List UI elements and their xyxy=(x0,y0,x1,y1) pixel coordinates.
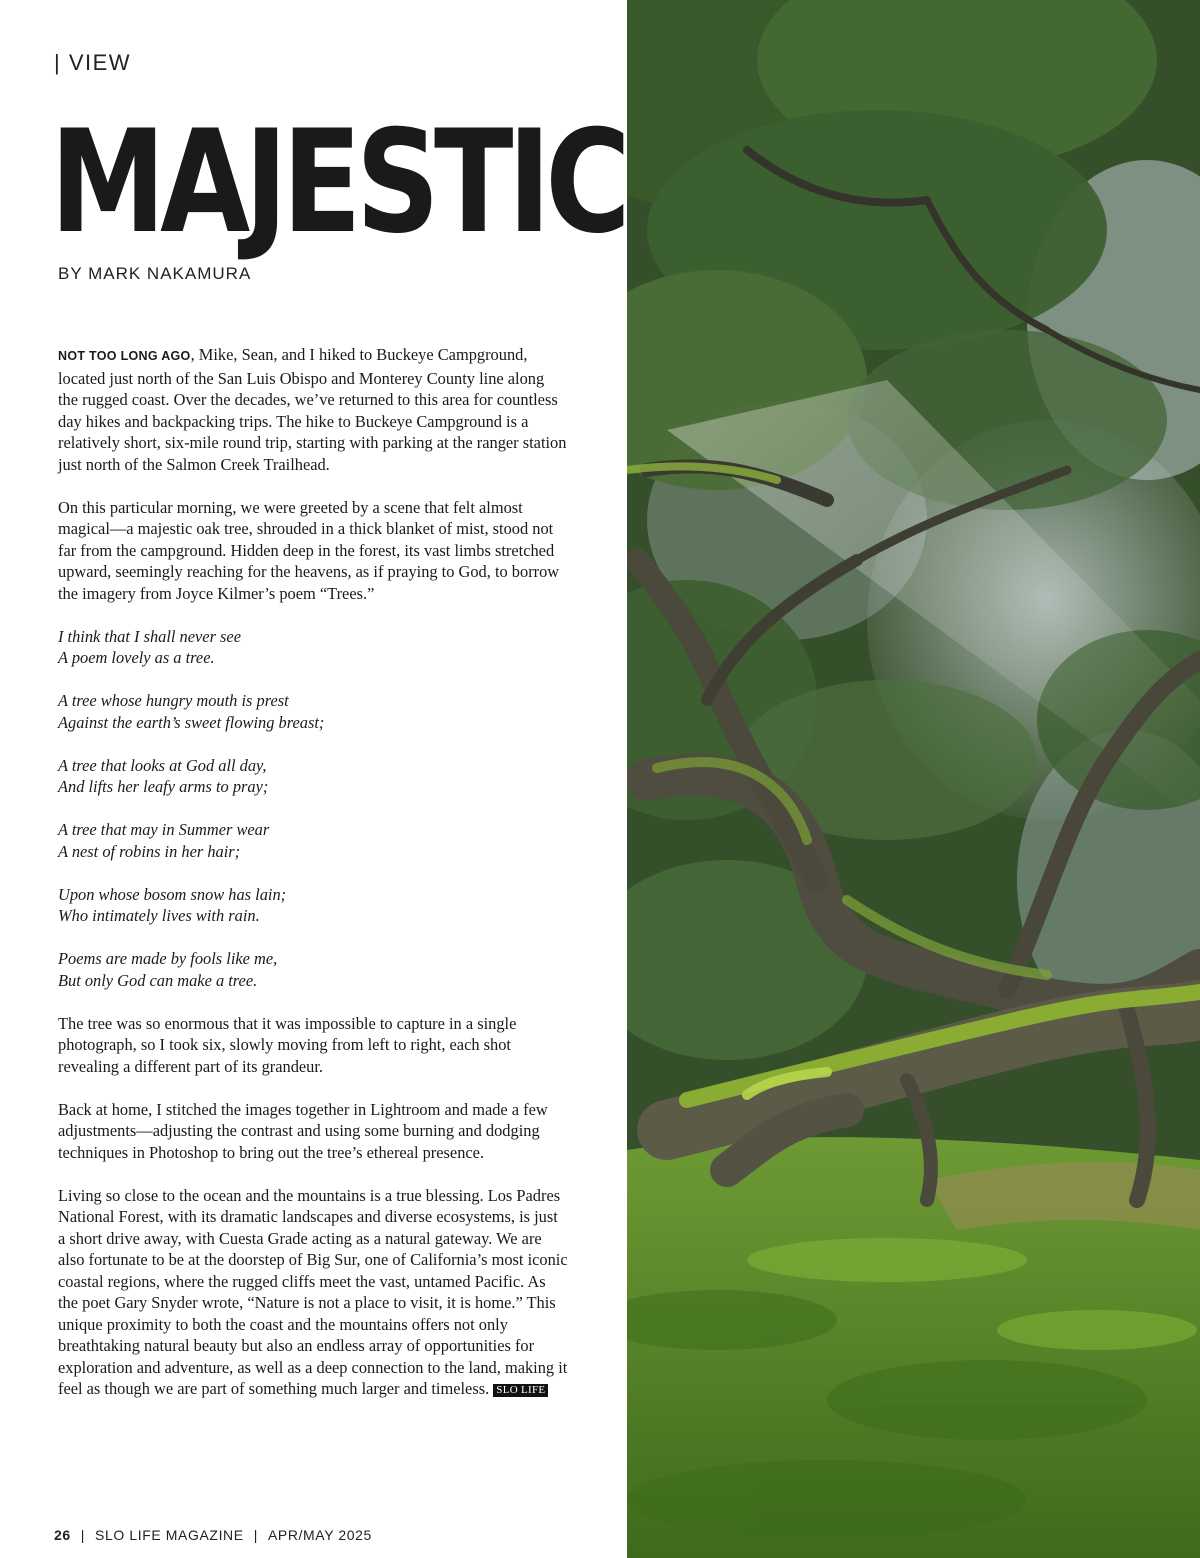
poem-line: Who intimately lives with rain. xyxy=(58,906,260,925)
poem-stanza xyxy=(58,626,568,669)
magazine-name: SLO LIFE MAGAZINE xyxy=(95,1527,244,1543)
poem-line: A nest of robins in her hair; xyxy=(58,841,241,861)
poem-stanza xyxy=(58,884,568,927)
paragraph-4: Back at home, I stitched the images together in Lightroom and made a few adjustments—adjusting the contrast and using some burning and dodging techniques in Photoshop to bring out the tree’s ethereal presence. xyxy=(58,1099,548,1162)
poem-line: I think that I shall never see xyxy=(58,626,241,646)
page-footer xyxy=(54,1527,372,1543)
page-number: 26 xyxy=(54,1527,71,1543)
paragraph-5-text: Living so close to the ocean and the mountains is a true blessing. Los Padres National Forest, with its dramatic landscapes and diverse ecosystems, is just a short drive away, with Cuesta Grade acting as a natural gateway. We are also fortunate to be at the doorstep of Big Sur, one of California’s most iconic coastal regions, where the rugged cliffs meet the vast, untamed Pacific. As the poet Gary Snyder wrote, “Nature is not a place to visit, it is home.” This unique proximity to both the coast and the mountains offers not only breathtaking natural beauty but also an endless array of opportunities for exploration and adventure, as well as a deep connection to the land, making it feel as though we are part of something much larger and timeless. xyxy=(58,1185,568,1398)
paragraph-2: On this particular morning, we were greeted by a scene that felt almost magical—a majestic oak tree, shrouded in a thick blanket of mist, stood not far from the campground. Hidden deep in the forest, its vast limbs stretched upward, seemingly reaching for the heavens, as if praying to God, to borrow the imagery from Joyce Kilmer’s poem “Trees.” xyxy=(58,497,560,603)
poem-line: A tree whose hungry mouth is prest xyxy=(58,691,289,710)
byline: BY MARK NAKAMURA xyxy=(58,264,252,283)
section-tag: | VIEW xyxy=(54,50,132,75)
poem-line: Upon whose bosom snow has lain; xyxy=(58,884,287,904)
poem-line: Against the earth’s sweet flowing breast; xyxy=(58,712,325,732)
poem-line: Poems are made by fools like me, xyxy=(58,949,278,968)
article-body xyxy=(58,344,568,1421)
poem-line: A poem lovely as a tree. xyxy=(58,648,215,667)
end-mark-logo: SLO LIFE xyxy=(493,1384,548,1397)
oak-tree-illustration xyxy=(627,0,1200,1558)
footer-separator: | xyxy=(253,1527,258,1543)
poem-line: But only God can make a tree. xyxy=(58,970,258,990)
poem-line: And lifts her leafy arms to pray; xyxy=(58,777,269,796)
paragraph-1 xyxy=(58,344,568,475)
poem-line: A tree that may in Summer wear xyxy=(58,820,270,839)
oak-tree-photo xyxy=(627,0,1200,1558)
headline: MAJESTIC xyxy=(50,100,625,265)
issue-date: APR/MAY 2025 xyxy=(267,1527,372,1543)
poem-stanza xyxy=(58,948,568,991)
footer-separator: | xyxy=(80,1527,86,1543)
paragraph-1-text: , Mike, Sean, and I hiked to Buckeye Campground, located just north of the San Luis Obispo and Monterey County line along the rugged coast. Over the decades, we’ve returned to this area for countless day hikes and backpacking trips. The hike to Buckeye Campground is a relatively short, six-mile round trip, starting with parking at the ranger station just north of the Salmon Creek Trailhead. xyxy=(58,345,567,474)
poem xyxy=(58,626,568,992)
poem-stanza xyxy=(58,755,568,798)
poem-stanza xyxy=(58,819,568,862)
poem-line: A tree that looks at God all day, xyxy=(58,755,267,775)
paragraph-3: The tree was so enormous that it was impossible to capture in a single photograph, so I took six, slowly moving from left to right, each shot revealing a different part of its grandeur. xyxy=(58,1013,517,1076)
paragraph-5 xyxy=(58,1185,568,1400)
lead-in: NOT TOO LONG AGO xyxy=(58,349,191,363)
poem-stanza xyxy=(58,690,568,733)
